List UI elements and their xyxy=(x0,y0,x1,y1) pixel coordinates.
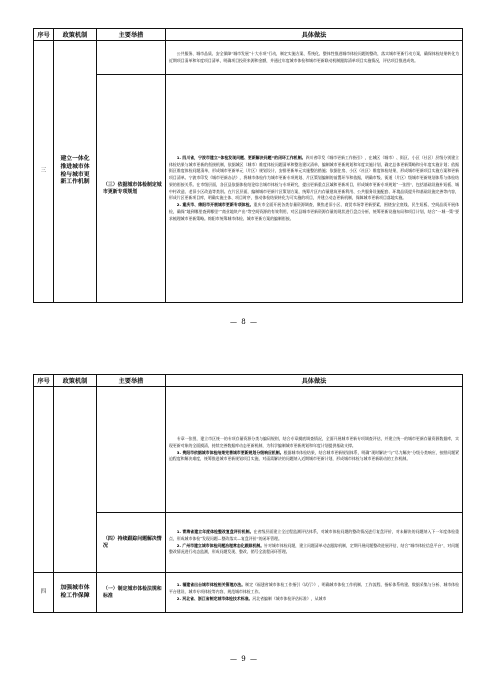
practice-paragraph xyxy=(169,529,459,543)
page-number: — 9 — xyxy=(230,655,258,663)
practice-text: 根据城市体检结果，结合城市更新规划体系，明确“现时解决”与“尽力解决”分级分类响应，按照问题紧迫程度和解决难度，统筹推进城市更新规划项目实施，对亟需解决的问题纳入近期城市更新计划，形成城市体检与城市更新联动的工作机制。 xyxy=(169,449,459,462)
practice-paragraph xyxy=(169,202,459,222)
practice-paragraph xyxy=(169,596,459,603)
document-page-9 xyxy=(0,340,488,683)
practice-text: 制定《福建省城市体检工作指引（试行）》，明确城市体检工作机制、工作流程、指标体系构建、数据采集与分析、城市体检平台建设、城市专项体检等内容，规范城市体检工作。 xyxy=(169,582,459,595)
practice-paragraph xyxy=(169,450,459,464)
table-header-row xyxy=(34,375,463,387)
header-measure: 主要举措 xyxy=(97,375,166,387)
table-row xyxy=(34,513,463,573)
practice-text: 专章一张图，建立市区统一的专项存量资源分类与编码规则，结合专章摸底调查情况，全面开展城市更新专项调查评估，并建立统一的城市更新存量资源数据库，实现更新对象的全面摸清，持续完善数据库动态更新机制，为科学编制城市更新规划和年度计划提供基础支撑。 xyxy=(169,436,459,448)
table-row xyxy=(34,573,463,613)
header-measure: 主要举措 xyxy=(97,29,166,41)
header-mechanism: 政策机制 xyxy=(54,29,97,41)
row-number-continued xyxy=(34,387,54,573)
row-number: 三 xyxy=(34,41,54,303)
table-row xyxy=(34,75,463,303)
row-number: 四 xyxy=(34,573,54,613)
mechanism-cell: 加强城市体检工作保障 xyxy=(54,573,97,613)
page-number: — 8 — xyxy=(230,318,258,326)
measure-cell: （一）制定城市体检法规和标准 xyxy=(97,573,166,613)
practice-heading: 1. 四川省，宁波市建立“体检发现问题、更新解决问题”的闭环工作机制。 xyxy=(176,154,306,160)
measure-cell: （四）持续跟踪问题解决情况 xyxy=(97,513,166,573)
header-num: 序号 xyxy=(34,375,54,387)
practice-cell xyxy=(166,387,463,513)
practice-text: 针对城市体检问题，建立问题清单动态跟踪机制，定期开展问题整改进展评估，结合“城市体检信息平台”，对问题整改情况进行动态监测，形成问题发现、整改、销号全流程闭环管理。 xyxy=(169,542,459,555)
practice-heading: 1. 福建省出台城市体检相关管理办法。 xyxy=(176,582,246,588)
measure-cell: （三）依据城市体检制定城市更新专项规划 xyxy=(97,75,166,303)
practice-text: 四川省印发《城市更新工作指引》，在城区（城市）、街区、小区（社区）层级分别建立体检结果与城市更新的衔接机制，依据城区（城市）维度体检问题清单和整治建议清单，编制城市更新规划和年度实施计划，确定总体更新策略和分年度实施计划；依据街区维度体检问题清单，形成城市更新单元（片区）规划设计，安排更新单元实施整治措施；依据住房、小区（社区）维度体检结果，形成城市更新项目实施方案和更新项目清单。宁波市印发《城市更新办法》，将城市体检作为城市更新专项规划、片区策划编制的前置环节和依据，明确市级、街道（片区）级城市更新规划体系与体检结果的衔接关系。在市级层面，各区县依据体检结论综合城市体检与专项研究，提出更新重点区域和更新项目，形成城市更新专项规划“一张图”，包括基础设施补短板、城中村改造、老旧小区改造等类别。在片区层面，编制城市更新片区策划方案，统筹片区内存量建筑更新利用、公共服务设施配套、环境品质提升和基础设施完善等内容，形成片区更新项目库，明确实施主体、项目时序，推动体检结果转化为可实施的项目，并建立动态更新机制，保障城市更新项目落地实施。 xyxy=(169,154,459,201)
header-mechanism: 政策机制 xyxy=(54,375,97,387)
table-row xyxy=(34,387,463,513)
mechanism-cell: 建立一体化推进城市体检与城市更新工作机制 xyxy=(54,41,97,303)
table-row xyxy=(34,41,463,75)
practice-cell xyxy=(166,573,463,613)
practice-heading: 3. 贵阳市依据城市体检结果完善城市更新规划分级响应机制。 xyxy=(176,449,284,455)
practice-text: 公共服务、城市品质、安全保障”城市发展“十大专项”行动，制定实施方案、系统化、整体性推进城市体检问题的整改，落实城市更新行动方案，确保体检结果转化为近期项目清单和年度项目清单，明确项目投资来源和金额，并通过年度城市体检和城市更新联动机制跟踪清单项目实施情况，评估项目推进成效。 xyxy=(169,50,459,63)
document-page-8 xyxy=(0,0,488,340)
measure-cell-continued xyxy=(97,387,166,513)
practice-text: 在省级层面建立全过程监测评估体系，对城市体检问题的整改情况进行复盘评价，对未解决的问题纳入下一年度体检重点，形成城市体检“发现问题—整改落实—复盘评价”的闭环管理。 xyxy=(169,529,459,541)
practice-heading: 2. 重庆市、绵阳市开展城市更新专项体检。 xyxy=(176,202,254,207)
practice-heading: 1. 青海省建立年度体检整改复盘评价机制。 xyxy=(176,529,254,534)
header-practice: 具体做法 xyxy=(166,29,463,41)
policy-table-page-9 xyxy=(33,374,463,613)
practice-cell xyxy=(166,41,463,75)
table-header-row xyxy=(34,29,463,41)
mechanism-cell-continued xyxy=(54,387,97,573)
practice-paragraph xyxy=(169,543,459,557)
measure-cell-continued xyxy=(97,41,166,75)
practice-cell xyxy=(166,513,463,573)
practice-text: 河北省编制《城市体检评估标准》，从城市 xyxy=(252,595,327,601)
practice-heading: 2. 广州市建立城市体检问题治理常态化跟踪机制。 xyxy=(176,542,265,548)
practice-cell xyxy=(166,75,463,303)
practice-paragraph xyxy=(169,582,459,596)
policy-table-page-8 xyxy=(33,28,463,303)
header-practice: 具体做法 xyxy=(166,375,463,387)
header-num: 序号 xyxy=(34,29,54,41)
practice-text: 重庆市全面开展各类存量资源调查，聚焦老旧小区、商贸市场等更新要素，围绕安全底线、民生短板、空间品质开展体检，确保“地到哪里查到哪里”“商业地块产出”等空间资源的有效利用，对区县城市更新资源存量的现状进行盘点分析，统筹更新设施布局和项目计划，结合“一城一策”要求梳理城市更新策略。绵阳市统筹城市体检、城市更新方案的编制衔接。 xyxy=(169,202,459,221)
practice-heading: 2. 河北省、浙江省制定城市体检技术标准。 xyxy=(176,595,253,601)
practice-paragraph xyxy=(169,155,459,202)
